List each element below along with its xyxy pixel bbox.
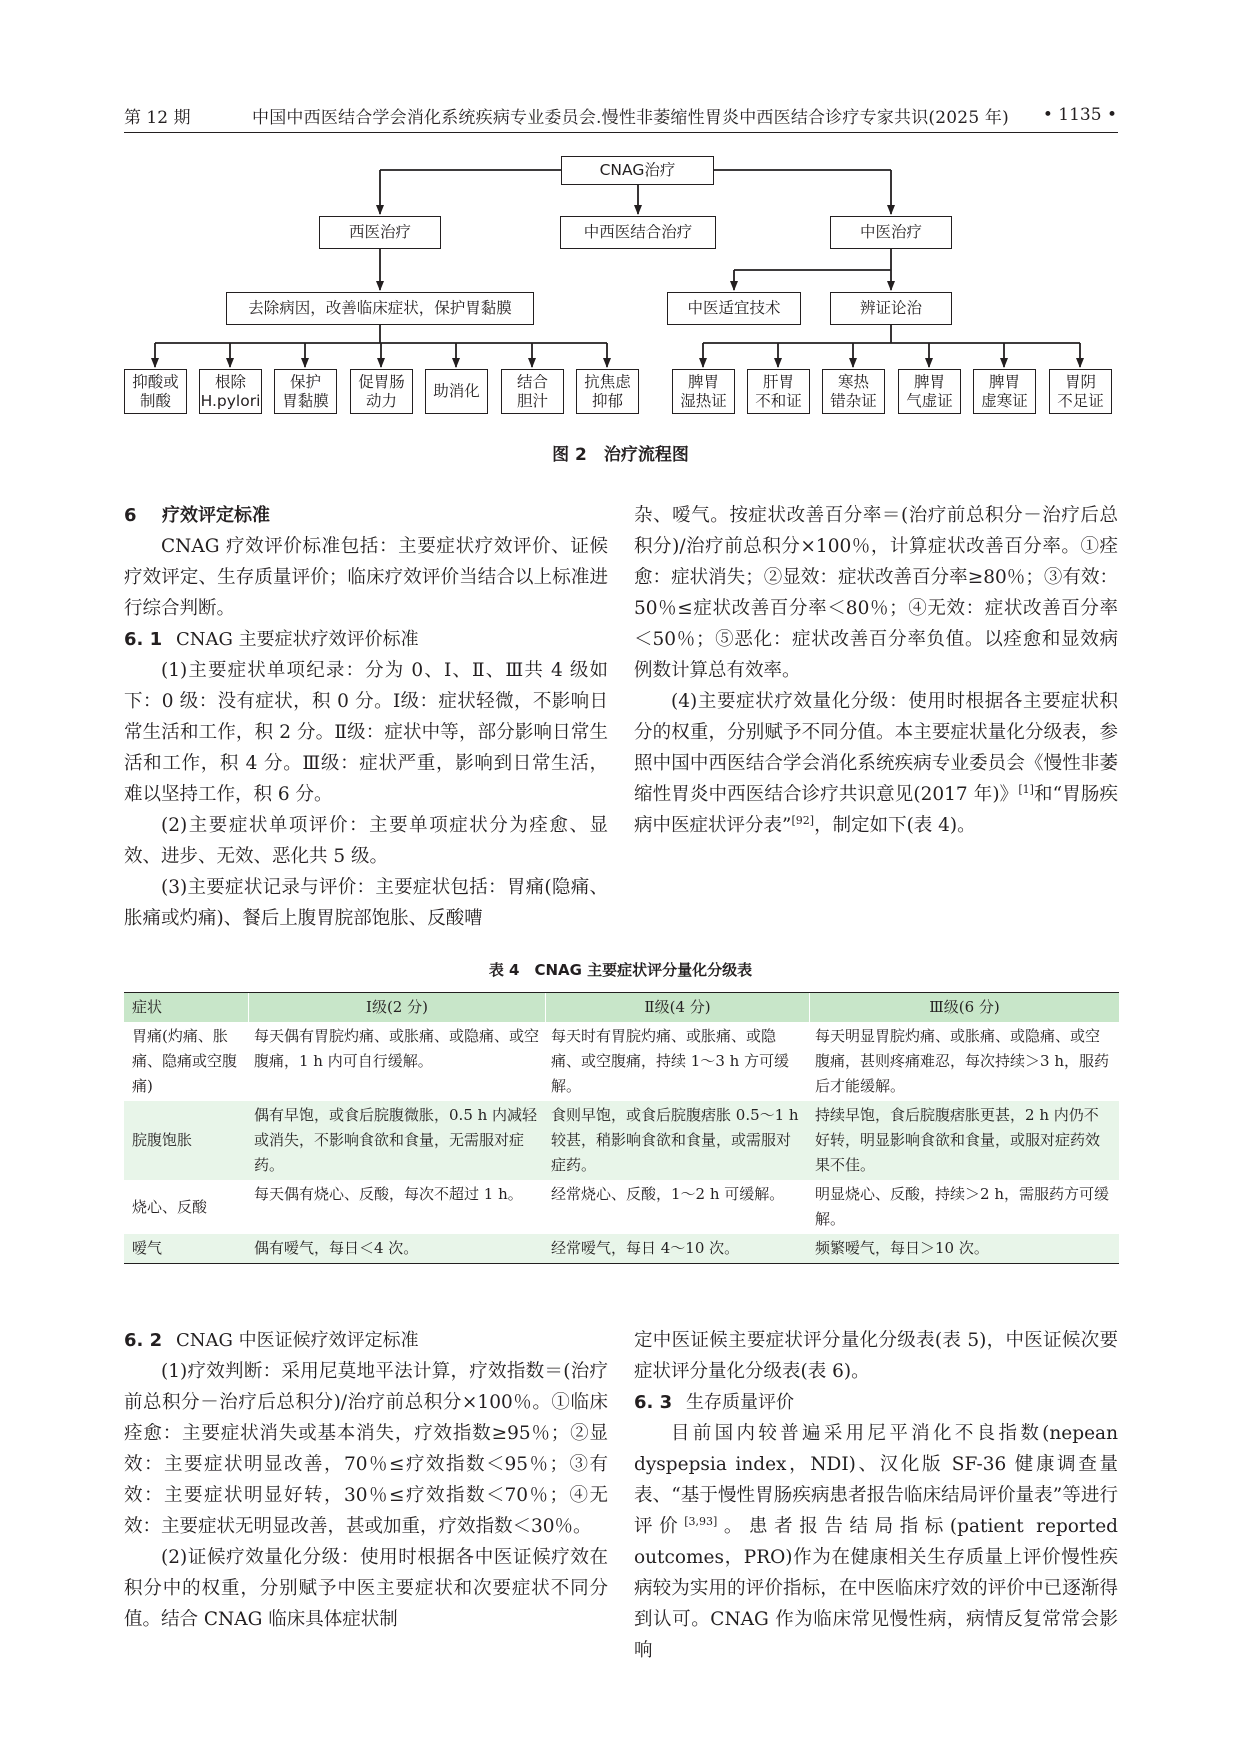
table-cell: 经常嗳气，每日 4～10 次。 (551, 1239, 740, 1257)
table-cell: 经常烧心、反酸，1～2 h 可缓解。 (551, 1185, 785, 1203)
table-row (124, 1022, 1119, 1101)
section-heading: 6 疗效评定标准 (124, 505, 270, 526)
table-cell: 频繁嗳气，每日＞10 次。 (815, 1239, 989, 1257)
table-cell: 每天明显胃脘灼痛、或胀痛、或隐痛、或空腹痛，甚则疼痛难忍，每次持续＞3 h，服药后才能缓解。 (815, 1027, 1109, 1095)
issue-number: 第 12 期 (124, 107, 191, 128)
flow-syndrome-item: 胃阴 不足证 (1049, 369, 1112, 414)
citation[interactable]: [92] (791, 813, 815, 827)
paragraph: (1)主要症状单项纪录：分为 0、Ⅰ、Ⅱ、Ⅲ共 4 级如下：0 级：没有症状，积 0 分。Ⅰ级：症状轻微，不影响日常生活和工作，积 2 分。Ⅱ级：症状中等，部分影响日常生活和工作，积 4 分。Ⅲ级：症状严重，影响到日常生活，难以坚持工作，积 6 分。 (124, 660, 608, 805)
table-row (124, 1101, 1119, 1180)
flow-western-item: 结合 胆汁 (501, 369, 564, 414)
citation[interactable]: [1] (1018, 782, 1034, 796)
subsection-heading: 6. 2 CNAG 中医证候疗效评定标准 (124, 1330, 419, 1351)
symptom-score-table (124, 992, 1119, 1264)
table-cell: 食则早饱，或食后脘腹痞胀 0.5～1 h 较甚，稍影响食欲和食量，或需服对症药。 (551, 1106, 799, 1174)
table-header-row (124, 993, 1119, 1022)
flow-western-item: 根除 H.pylori (199, 369, 262, 414)
flow-syndrome-item: 脾胃 湿热证 (672, 369, 735, 414)
table-cell: 每天偶有胃脘灼痛、或胀痛、或隐痛、或空腹痛，1 h 内可自行缓解。 (254, 1027, 540, 1070)
flow-root-node: CNAG治疗 (561, 156, 714, 185)
flow-western-item: 抗焦虑 抑郁 (576, 369, 639, 414)
flowchart-connectors (0, 0, 1241, 430)
table-header-cell: Ⅲ级(6 分) (809, 993, 1119, 1022)
flow-integrated-node: 中西医结合治疗 (560, 216, 716, 249)
right-column-top (634, 500, 1118, 841)
flow-western-item: 抑酸或 制酸 (124, 369, 187, 414)
table-cell: 胃痛(灼痛、胀痛、隐痛或空腹痛) (132, 1027, 238, 1095)
left-column-bottom (124, 1325, 608, 1635)
table-header-cell: Ⅱ级(4 分) (545, 993, 809, 1022)
subsection-heading: 6. 1 CNAG 主要症状疗效评价标准 (124, 629, 419, 650)
table-caption: 表 4 CNAG 主要症状评分量化分级表 (488, 961, 753, 979)
figure-caption: 图 2 治疗流程图 (552, 445, 689, 465)
paragraph: 定中医证候主要症状评分量化分级表(表 5)，中医证候次要症状评分量化分级表(表 6)。 (634, 1330, 1118, 1382)
flow-western-item: 保护 胃黏膜 (274, 369, 337, 414)
flow-western-goal-node: 去除病因，改善临床症状，保护胃黏膜 (226, 292, 534, 325)
flow-western-item: 促胃肠 动力 (350, 369, 413, 414)
right-column-bottom (634, 1325, 1118, 1666)
table-cell: 烧心、反酸 (132, 1197, 208, 1216)
table-cell: 脘腹饱胀 (132, 1131, 193, 1149)
left-column-top (124, 500, 608, 934)
flow-syndrome-item: 脾胃 虚寒证 (973, 369, 1036, 414)
table-header-cell: 症状 (132, 998, 163, 1016)
table-cell: 每天时有胃脘灼痛、或胀痛、或隐痛、或空腹痛，持续 1～3 h 方可缓解。 (551, 1027, 790, 1095)
page-number: • 1135 • (1042, 105, 1117, 125)
table-cell: 持续早饱，食后脘腹痞胀更甚，2 h 内仍不好转，明显影响食欲和食量，或服对症药效果不佳。 (815, 1106, 1101, 1174)
paragraph: (2)证候疗效量化分级：使用时根据各中医证候疗效在积分中的权重，分别赋予中医主要症状和次要症状不同分值。结合 CNAG 临床具体症状制 (124, 1547, 608, 1630)
table-row (124, 1234, 1119, 1263)
table-row (124, 1180, 1119, 1234)
running-title: 中国中西医结合学会消化系统疾病专业委员会.慢性非萎缩性胃炎中西医结合诊疗专家共识(2025 年) (252, 107, 1009, 128)
flow-syndrome-differentiation-node: 辨证论治 (830, 292, 952, 325)
subsection-heading: 6. 3 生存质量评价 (634, 1392, 794, 1413)
paragraph: 杂、嗳气。按症状改善百分率＝(治疗前总积分－治疗后总积分)/治疗前总积分×100％，计算症状改善百分率。①痊愈：症状消失；②显效：症状改善百分率≥80％；③有效：50％≤症状改善百分率＜80％；④无效：症状改善百分率＜50％；⑤恶化：症状改善百分率负值。以痊愈和显效病例数计算总有效率。 (634, 505, 1118, 681)
paragraph: (3)主要症状记录与评价：主要症状包括：胃痛(隐痛、胀痛或灼痛)、餐后上腹胃脘部饱胀、反酸嘈 (124, 877, 608, 929)
table-cell: 偶有早饱，或食后脘腹微胀，0.5 h 内减轻或消失，不影响食欲和食量，无需服对症药。 (254, 1106, 538, 1174)
paragraph: (1)疗效判断：采用尼莫地平法计算，疗效指数＝(治疗前总积分－治疗后总积分)/治疗前总积分×100％。①临床痊愈：主要症状消失或基本消失，疗效指数≥95％；②显效：主要症状明显改善，70％≤疗效指数＜95％；③有效：主要症状明显好转，30％≤疗效指数＜70％；④无效：主要症状无明显改善，甚或加重，疗效指数＜30％。 (124, 1361, 608, 1537)
paragraph: CNAG 疗效评价标准包括：主要症状疗效评价、证候疗效评定、生存质量评价；临床疗效评价当结合以上标准进行综合判断。 (124, 536, 608, 619)
table-cell: 嗳气 (132, 1239, 163, 1257)
flow-western-item: 助消化 (425, 369, 488, 414)
flow-syndrome-item: 脾胃 气虚证 (898, 369, 961, 414)
paragraph: 目前国内较普遍采用尼平消化不良指数(nepean dyspepsia index，NDI)、汉化版 SF-36 健康调查量表、“基于慢性胃肠疾病患者报告临床结局评价量表”等进行评价[3,93]。患者报告结局指标(patient reported outcomes，PRO)作为在健康相关生存质量上评价慢性疾病较为实用的评价指标，在中医临床疗效的评价中已逐渐得到认可。CNAG 作为临床常见慢性病，病情反复常常会影响 (634, 1423, 1118, 1661)
flow-syndrome-item: 肝胃 不和证 (747, 369, 810, 414)
table-cell: 偶有嗳气，每日＜4 次。 (254, 1239, 419, 1257)
paragraph: (2)主要症状单项评价：主要单项症状分为痊愈、显效、进步、无效、恶化共 5 级。 (124, 815, 608, 867)
flow-tcm-node: 中医治疗 (830, 216, 952, 249)
flow-tcm-technique-node: 中医适宜技术 (667, 292, 801, 325)
table-cell: 明显烧心、反酸，持续＞2 h，需服药方可缓解。 (815, 1185, 1109, 1228)
flow-western-node: 西医治疗 (319, 216, 441, 249)
table-cell: 每天偶有烧心、反酸，每次不超过 1 h。 (254, 1185, 523, 1203)
flow-syndrome-item: 寒热 错杂证 (822, 369, 885, 414)
table-header-cell: Ⅰ级(2 分) (248, 993, 545, 1022)
paragraph: (4)主要症状疗效量化分级：使用时根据各主要症状积分的权重，分别赋予不同分值。本主要症状量化分级表，参照中国中西医结合学会消化系统疾病专业委员会《慢性非萎缩性胃炎中西医结合诊疗共识意见(2017 年)》[1]和“胃肠疾病中医症状评分表”[92]，制定如下(表 4)。 (634, 691, 1118, 836)
citation[interactable]: [3,93] (684, 1514, 718, 1528)
